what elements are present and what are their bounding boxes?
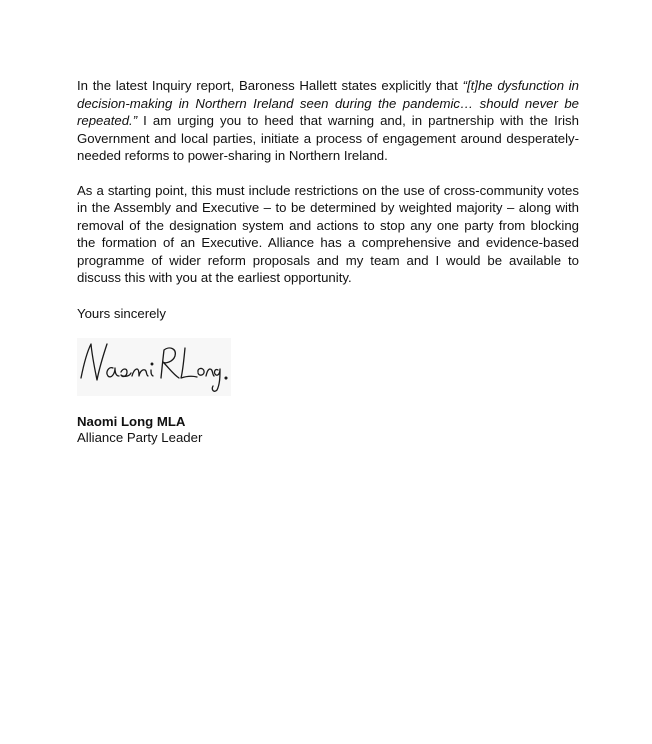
paragraph-reforms: As a starting point, this must include restrictions on the use of cross-community votes in the Assembly and Executive – to be determined by weighted majority – along with removal of the designation system and actions to stop any one party from blocking the formation of an Executive. Alliance has a comprehensive and evidence-based programme of wider reform proposals and my team and I would be available to discuss this with you at the earliest opportunity.	[77, 182, 579, 285]
signer-name: Naomi Long MLA	[77, 414, 186, 429]
paragraph-text: In the latest Inquiry report, Baroness Hallett states explicitly that	[77, 78, 463, 93]
paragraph-inquiry-report	[77, 77, 579, 165]
quoted-text: “[t]he dysfunction in decision-making in Northern Ireland seen during the pandemic… should never be repeated.”	[77, 78, 579, 128]
letter-body	[77, 77, 579, 446]
signer-title: Alliance Party Leader	[77, 430, 203, 445]
handwritten-signature	[77, 338, 231, 396]
closing-salutation: Yours sincerely	[77, 305, 166, 321]
paragraph-text: I am urging you to heed that warning and, in partnership with the Irish Government and local parties, initiate a process of engagement around desperately-needed reforms to power-sharing in Northern Ireland.	[77, 113, 579, 163]
